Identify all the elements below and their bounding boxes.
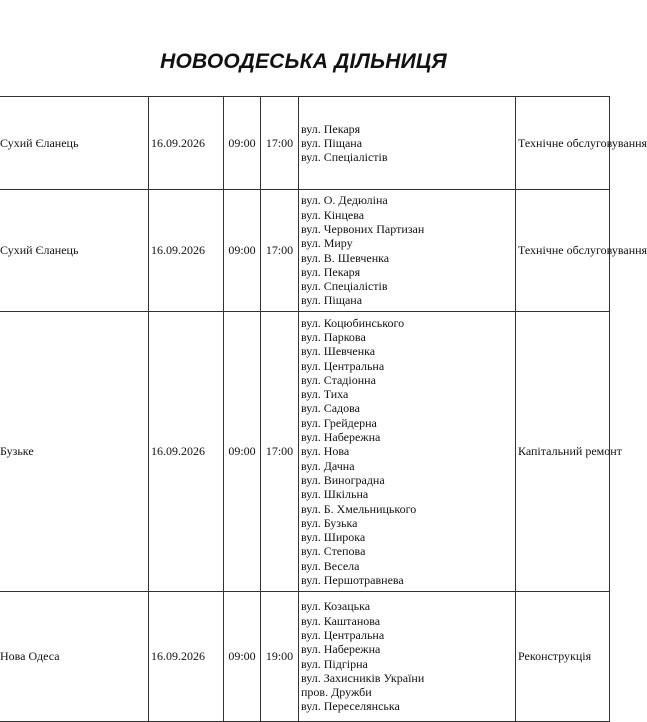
work-type-cell: Технічне обслуговування (516, 190, 610, 312)
street-item: вул. Кінцева (301, 207, 365, 222)
street-item: вул. Нова (301, 444, 350, 459)
location-cell: Бузьке (0, 312, 149, 592)
table-row (0, 97, 610, 190)
street-item: вул. Набережна (301, 430, 381, 445)
location-cell: Сухий Єланець (0, 190, 149, 312)
street-item: вул. Пекаря (301, 264, 361, 279)
table-row (0, 312, 610, 592)
time-to-cell: 17:00 (261, 97, 299, 190)
street-item: вул. Пекаря (301, 121, 361, 136)
streets-cell (299, 312, 516, 592)
work-type-cell: Реконструкція (516, 592, 610, 722)
streets-cell (299, 97, 516, 190)
street-item: вул. Першотравнева (301, 573, 404, 588)
street-item: вул. Шевченка (301, 344, 376, 359)
street-item: вул. Спеціалістів (301, 279, 388, 294)
street-item: вул. Грейдерна (301, 415, 377, 430)
street-item: вул. Б. Хмельницького (301, 501, 417, 516)
street-item: вул. Каштанова (301, 613, 381, 628)
table-body (0, 97, 647, 722)
street-item: вул. Центральна (301, 358, 385, 373)
street-item: вул. Виноградна (301, 472, 385, 487)
street-item: вул. Переселянська (301, 699, 400, 714)
street-item: вул. В. Шевченка (301, 250, 390, 265)
street-item: вул. Стадіонна (301, 372, 376, 387)
street-item: вул. О. Дедюліна (301, 193, 388, 208)
street-item: вул. Козацька (301, 599, 371, 614)
street-item: вул. Коцюбинського (301, 315, 405, 330)
time-to-cell: 19:00 (261, 592, 299, 722)
street-item: вул. Піщана (301, 135, 363, 150)
street-item: вул. Миру (301, 236, 353, 251)
date-cell: 16.09.2026 (149, 592, 224, 722)
date-cell: 16.09.2026 (149, 97, 224, 190)
street-item: вул. Спеціалістів (301, 150, 388, 165)
work-type-cell: Технічне обслуговування (516, 97, 610, 190)
date-cell: 16.09.2026 (149, 312, 224, 592)
location-cell: Сухий Єланець (0, 97, 149, 190)
time-from-cell: 09:00 (224, 97, 261, 190)
street-item: вул. Піщана (301, 293, 363, 308)
table-row (0, 190, 610, 312)
street-item: вул. Червоних Партизан (301, 221, 425, 236)
street-item: вул. Паркова (301, 329, 366, 344)
street-item: пров. Дружби (301, 685, 372, 700)
street-item: вул. Підгірна (301, 656, 368, 671)
street-item: вул. Набережна (301, 642, 381, 657)
street-item: вул. Бузька (301, 515, 358, 530)
street-item: вул. Шкільна (301, 487, 369, 502)
street-item: вул. Весела (301, 558, 360, 573)
outage-schedule-table (0, 96, 647, 722)
time-to-cell: 17:00 (261, 312, 299, 592)
street-item: вул. Центральна (301, 627, 385, 642)
work-type-cell: Капітальний ремонт (516, 312, 610, 592)
time-from-cell: 09:00 (224, 190, 261, 312)
time-to-cell: 17:00 (261, 190, 299, 312)
street-item: вул. Дачна (301, 458, 355, 473)
streets-cell (299, 190, 516, 312)
date-cell: 16.09.2026 (149, 190, 224, 312)
street-item: вул. Степова (301, 544, 366, 559)
location-cell: Нова Одеса (0, 592, 149, 722)
page-title: НОВООДЕСЬКА ДІЛЬНИЦЯ (160, 50, 447, 73)
street-item: вул. Тиха (301, 387, 349, 402)
streets-cell (299, 592, 516, 722)
time-from-cell: 09:00 (224, 312, 261, 592)
street-item: вул. Садова (301, 401, 360, 416)
street-item: вул. Широка (301, 530, 366, 545)
table-row (0, 592, 610, 722)
street-item: вул. Захисників України (301, 670, 425, 685)
time-from-cell: 09:00 (224, 592, 261, 722)
